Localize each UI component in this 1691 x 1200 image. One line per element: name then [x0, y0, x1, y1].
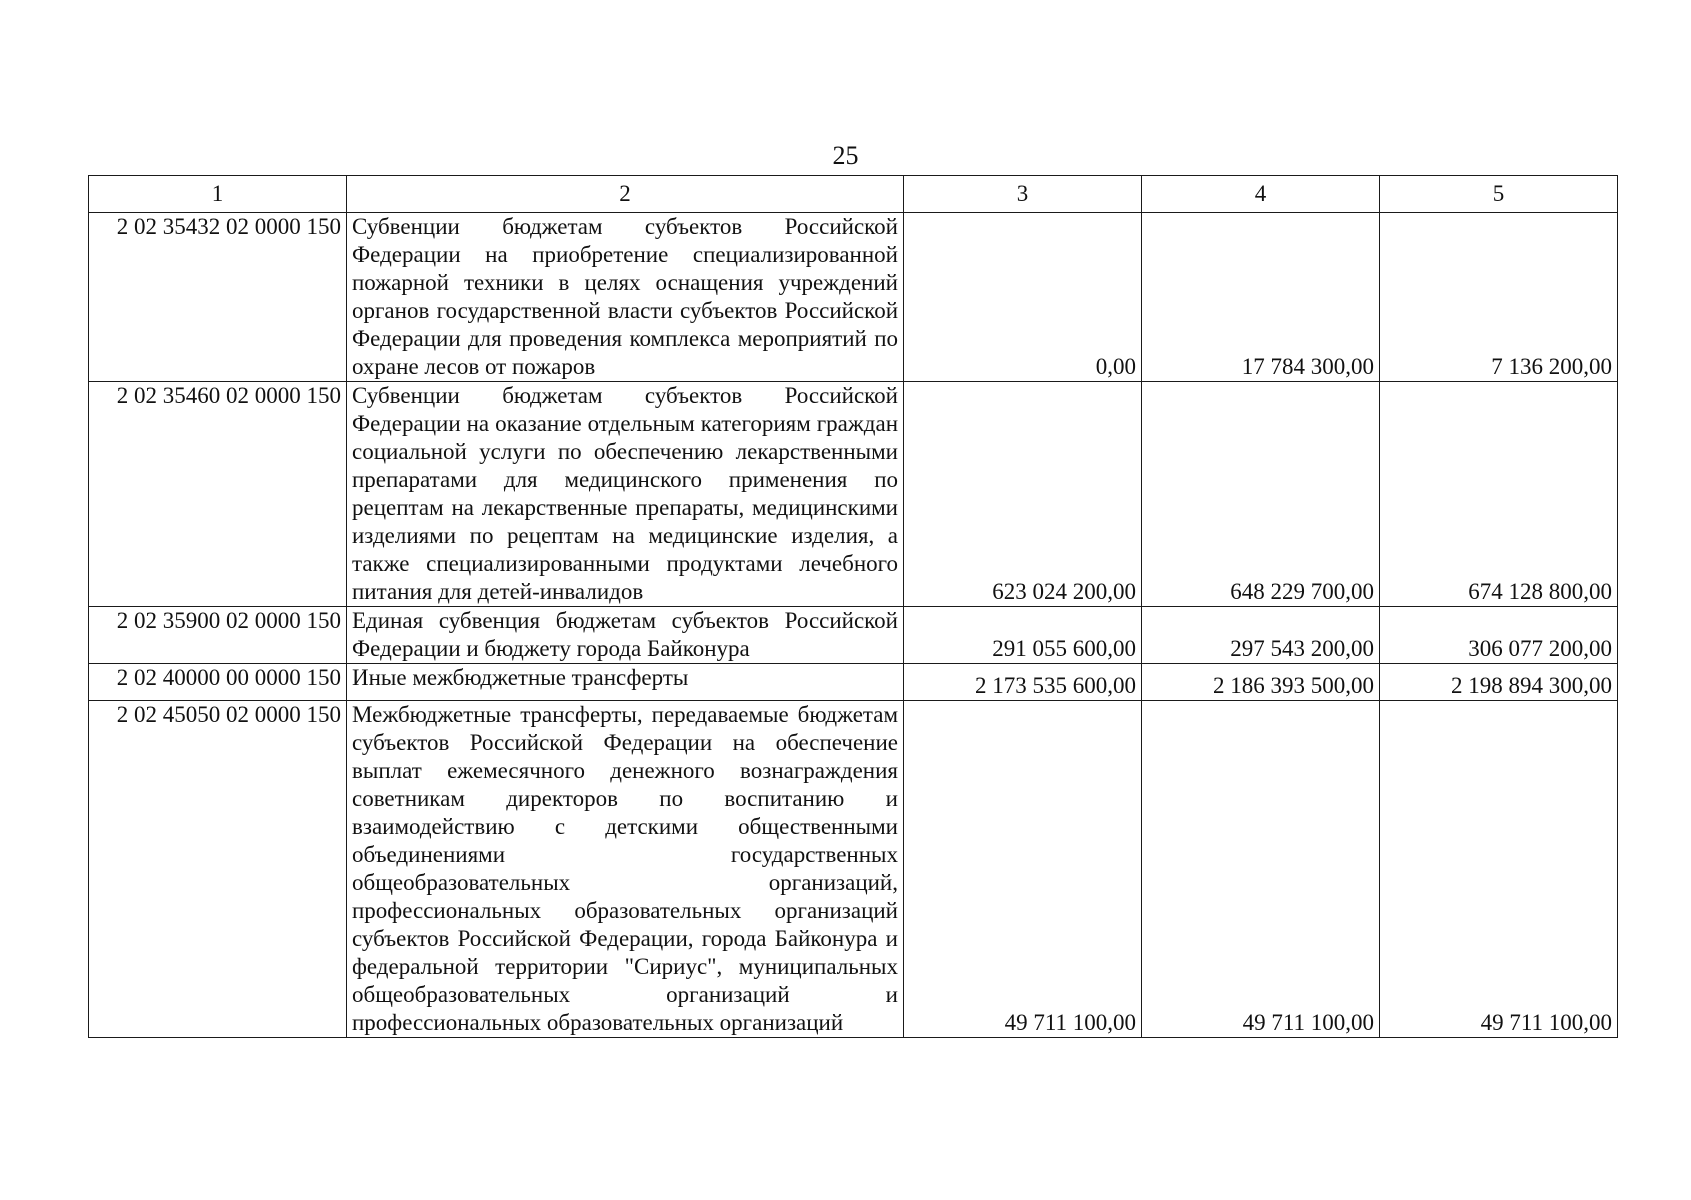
- row-value-col3: 0,00: [904, 213, 1142, 382]
- row-value-col5: 49 711 100,00: [1380, 701, 1618, 1038]
- row-code: 2 02 35432 02 0000 150: [89, 213, 347, 382]
- page-number: 25: [832, 141, 859, 170]
- row-value-col5: 674 128 800,00: [1380, 382, 1618, 607]
- table-header-row: [89, 176, 1618, 213]
- row-value-col3: 623 024 200,00: [904, 382, 1142, 607]
- budget-table: [88, 175, 1618, 1038]
- row-value-col4: 49 711 100,00: [1142, 701, 1380, 1038]
- row-value-col3: 291 055 600,00: [904, 607, 1142, 664]
- row-value-col3: 49 711 100,00: [904, 701, 1142, 1038]
- row-value-col3: 2 173 535 600,00: [904, 664, 1142, 701]
- table-row: [89, 701, 1618, 1038]
- table-row: [89, 213, 1618, 382]
- row-value-col4: 2 186 393 500,00: [1142, 664, 1380, 701]
- table-row: [89, 607, 1618, 664]
- row-value-col5: 306 077 200,00: [1380, 607, 1618, 664]
- header-cell-4: 4: [1142, 176, 1380, 213]
- row-description: Субвенции бюджетам субъектов Российской Федерации на оказание отдельным категориям граждан социальной услуги по обеспечению лекарственными препаратами для медицинского применения по рецептам на лекарственные препараты, медицинскими изделиями по рецептам на медицинские изделия, а также специализированными продуктами лечебного питания для детей-инвалидов: [347, 382, 904, 607]
- row-code: 2 02 45050 02 0000 150: [89, 701, 347, 1038]
- row-value-col4: 17 784 300,00: [1142, 213, 1380, 382]
- table-row: [89, 382, 1618, 607]
- row-value-col4: 297 543 200,00: [1142, 607, 1380, 664]
- row-value-col5: 2 198 894 300,00: [1380, 664, 1618, 701]
- row-code: 2 02 35460 02 0000 150: [89, 382, 347, 607]
- header-cell-1: 1: [89, 176, 347, 213]
- row-value-col5: 7 136 200,00: [1380, 213, 1618, 382]
- row-value-col4: 648 229 700,00: [1142, 382, 1380, 607]
- header-cell-3: 3: [904, 176, 1142, 213]
- row-description: Межбюджетные трансферты, передаваемые бюджетам субъектов Российской Федерации на обеспечение выплат ежемесячного денежного вознаграждения советникам директоров по воспитанию и взаимодействию с детскими общественными объединениями государственных общеобразовательных организаций, профессиональных образовательных организаций субъектов Российской Федерации, города Байконура и федеральной территории "Сириус", муниципальных общеобразовательных организаций и профессиональных образовательных организаций: [347, 701, 904, 1038]
- header-cell-2: 2: [347, 176, 904, 213]
- row-code: 2 02 35900 02 0000 150: [89, 607, 347, 664]
- row-description: Субвенции бюджетам субъектов Российской Федерации на приобретение специализированной пожарной техники в целях оснащения учреждений органов государственной власти субъектов Российской Федерации для проведения комплекса мероприятий по охране лесов от пожаров: [347, 213, 904, 382]
- header-cell-5: 5: [1380, 176, 1618, 213]
- row-code: 2 02 40000 00 0000 150: [89, 664, 347, 701]
- row-description: Единая субвенция бюджетам субъектов Российской Федерации и бюджету города Байконура: [347, 607, 904, 664]
- row-description: Иные межбюджетные трансферты: [347, 664, 904, 701]
- table-row: [89, 664, 1618, 701]
